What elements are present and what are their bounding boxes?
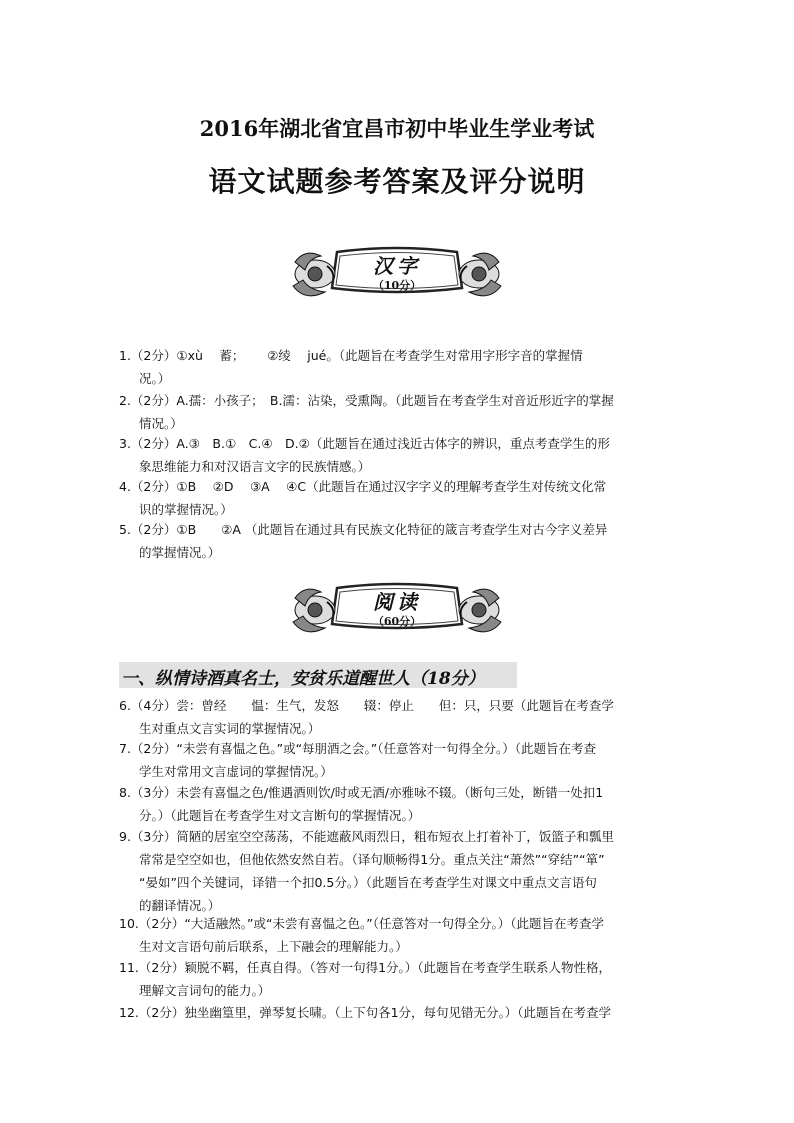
section-points: （60分） <box>372 615 422 628</box>
section-name: 汉字 <box>373 254 421 278</box>
question-1: 1.（2分）①xù 蓄； ②绫 jué。（此题旨在考查学生对常用字形字音的掌握情 况。） <box>119 348 583 386</box>
question-9: 9.（3分）简陋的居室空空荡荡，不能遮蔽风雨烈日，粗布短衣上打着补丁，饭篮子和瓢里 常常是空空如也，但他依然安然自若。（译句顺畅得1分。重点关注“萧然”“穿结”“箪” “晏如”四个关键词，译错一个扣0.5分。）（此题旨在考查学生对课文中重点文言语句 的翻译情况。） <box>119 829 614 913</box>
document-subtitle: 语文试题参考答案及评分说明 <box>208 165 586 198</box>
question-4: 4.（2分）①B ②D ③A ④C（此题旨在通过汉字字义的理解考查学生对传统文化常 识的掌握情况。） <box>119 479 607 517</box>
question-7: 7.（2分）“未尝有喜愠之色。”或“每朋酒之会。”（任意答对一句得全分。）（此题旨在考查 学生对常用文言虚词的掌握情况。） <box>119 741 597 779</box>
question-2: 2.（2分）A.孺：小孩子； B.濡：沾染，受熏陶。（此题旨在考查学生对音近形近字的掌握 情况。） <box>119 393 614 431</box>
section-name: 阅读 <box>373 590 421 614</box>
exam-title: 2016年湖北省宜昌市初中毕业生学业考试 <box>199 116 595 141</box>
question-10: 10.（2分）“大适融然。”或“未尝有喜愠之色。”（任意答对一句得全分。）（此题旨在考查学 生对文言语句前后联系，上下融会的理解能力。） <box>119 916 604 954</box>
section-banner-hanzi <box>287 244 507 308</box>
section-points: （10分） <box>372 279 422 292</box>
question-3: 3.（2分）A.③ B.① C.④ D.②（此题旨在通过浅近古体字的辨识，重点考查学生的形 象思维能力和对汉语言文字的民族情感。） <box>119 436 610 474</box>
reading-section-heading: 一、纵情诗酒真名士，安贫乐道醒世人（18分） <box>119 662 517 688</box>
question-12: 12.（2分）独坐幽篁里，弹琴复长啸。（上下句各1分，每句见错无分。）（此题旨在考查学 <box>119 1005 612 1020</box>
section-banner-reading <box>287 580 507 644</box>
question-6: 6.（4分）尝：曾经 愠：生气，发怒 辍：停止 但：只，只要（此题旨在考查学 生对重点文言实词的掌握情况。） <box>119 698 614 736</box>
question-5: 5.（2分）①B ②A （此题旨在通过具有民族文化特征的箴言考查学生对古今字义差异 的掌握情况。） <box>119 522 608 560</box>
question-11: 11.（2分）颖脱不羁，任真自得。（答对一句得1分。）（此题旨在考查学生联系人物性格， 理解文言词句的能力。） <box>119 960 612 998</box>
question-8: 8.（3分）未尝有喜愠之色/惟遇酒则饮/时或无酒/亦雅咏不辍。（断句三处，断错一处扣1 分。）（此题旨在考查学生对文言断句的掌握情况。） <box>119 785 604 823</box>
